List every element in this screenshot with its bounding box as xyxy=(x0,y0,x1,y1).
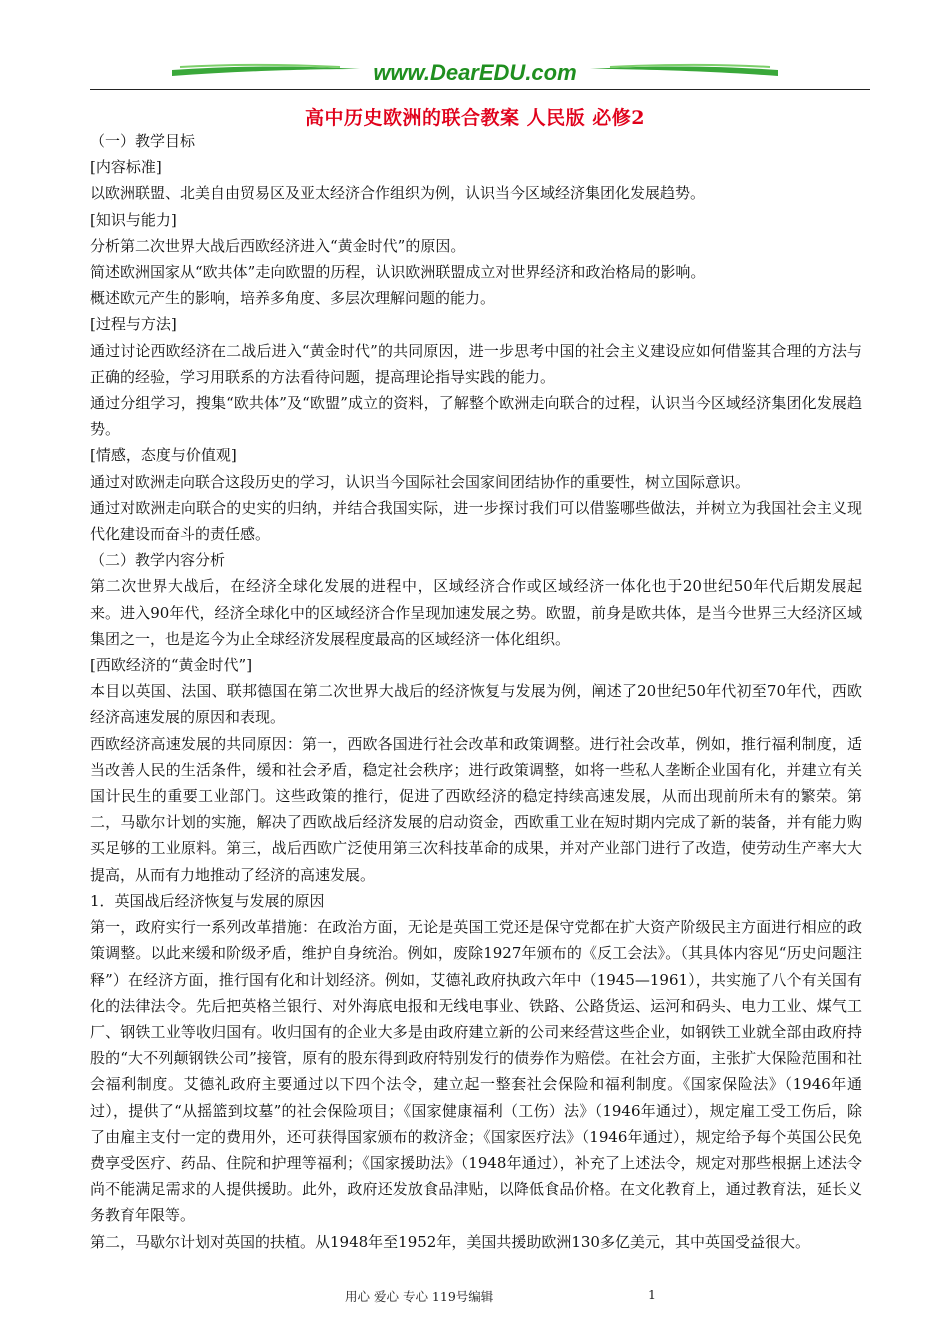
paragraph: 西欧经济高速发展的共同原因：第一，西欧各国进行社会改革和政策调整。进行社会改革，例如，推行福利制度，适当改善人民的生活条件，缓和社会矛盾，稳定社会秩序；进行政策调整，如将一些私人垄断企业国有化，并建立有关国计民生的重要工业部门。这些政策的推行，促进了西欧经济的稳定持续高速发展，从而出现前所未有的繁荣。第二，马歇尔计划的实施，解决了西欧战后经济发展的启动资金，西欧重工业在短时期内完成了新的装备，并有能力购买足够的工业原料。第三，战后西欧广泛使用第三次科技革命的成果，并对产业部门进行了改造，使劳动生产率大大提高，从而有力地推动了经济的高速发展。 xyxy=(90,734,862,884)
paragraph: 通过讨论西欧经济在二战后进入“黄金时代”的共同原因，进一步思考中国的社会主义建设应如何借鉴其合理的方法与正确的经验，学习用联系的方法看待问题，提高理论指导实践的能力。 xyxy=(90,341,862,386)
page-number: 1 xyxy=(648,1287,656,1302)
document-body xyxy=(90,128,862,1255)
site-banner xyxy=(170,58,780,90)
left-swoosh-icon xyxy=(172,66,360,76)
paragraph: 简述欧洲国家从“欧共体”走向欧盟的历程，认识欧洲联盟成立对世界经济和政治格局的影响。 xyxy=(90,263,706,282)
paragraph: 通过对欧洲走向联合的史实的归纳，并结合我国实际，进一步探讨我们可以借鉴哪些做法，并树立为我国社会主义现代化建设而奋斗的责任感。 xyxy=(90,498,862,544)
site-logo-text: www.DearEDU.com xyxy=(373,60,577,85)
subheading-emotion-attitude-values: [情感，态度与价值观] xyxy=(90,446,237,465)
subheading-knowledge-ability: [知识与能力] xyxy=(90,210,177,229)
paragraph: 第二次世界大战后，在经济全球化发展的进程中，区域经济合作或区域经济一体化也于20世纪50年代后期发展起来。进入90年代，经济全球化中的区域经济合作呈现加速发展之势。欧盟，前身是欧共体，是当今世界三大经济区域集团之一，也是迄今为止全球经济发展程度最高的区域经济一体化组织。 xyxy=(90,577,862,648)
section-heading-objectives: （一）教学目标 xyxy=(90,132,196,150)
document-title: 高中历史欧洲的联合教案 人民版 必修2 xyxy=(305,107,645,129)
paragraph: 第二，马歇尔计划对英国的扶植。从1948年至1952年，美国共援助欧洲130多亿美元，其中英国受益很大。 xyxy=(90,1232,810,1251)
paragraph: 第一，政府实行一系列改革措施：在政治方面，无论是英国工党还是保守党都在扩大资产阶级民主方面进行相应的政策调整。以此来缓和阶级矛盾，维护自身统治。例如，废除1927年颁布的《反工会法》。（其具体内容见“历史问题注释”）在经济方面，推行国有化和计划经济。例如，艾德礼政府执政六年中（1945—1961），共实施了八个有关国有化的法律法令。先后把英格兰银行、对外海底电报和无线电事业、铁路、公路货运、运河和码头、电力工业、煤气工厂、钢铁工业等收归国有。收归国有的企业大多是由政府建立新的公司来经营这些企业，如钢铁工业就全部由政府持股的“大不列颠钢铁公司”接管，原有的股东得到政府特别发行的债券作为赔偿。在社会方面，主张扩大保险范围和社会福利制度。艾德礼政府主要通过以下四个法令，建立起一整套社会保险和福利制度。《国家保险法》（1946年通过），提供了“从摇篮到坟墓”的社会保险项目；《国家健康福利（工伤）法》（1946年通过），规定雇工受工伤后，除了由雇主支付一定的费用外，还可获得国家颁布的救济金；《国家医疗法》（1946年通过），规定给予每个英国公民免费享受医疗、药品、住院和护理等福利；《国家援助法》（1948年通过），补充了上述法令，规定对那些根据上述法令尚不能满足需求的人提供援助。此外，政府还发放食品津贴，以降低食品价格。在文化教育上，通过教育法，延长义务教育年限等。 xyxy=(90,918,862,1225)
paragraph: 以欧洲联盟、北美自由贸易区及亚太经济合作组织为例，认识当今区域经济集团化发展趋势。 xyxy=(90,184,706,203)
numbered-heading-britain: 1．英国战后经济恢复与发展的原因 xyxy=(90,891,325,910)
footer-text: 用心 爱心 专心 119号编辑 xyxy=(345,1289,494,1304)
right-swoosh-icon xyxy=(590,66,778,76)
subheading-process-method: [过程与方法] xyxy=(90,315,177,334)
subheading-content-standard: [内容标准] xyxy=(90,158,162,177)
paragraph: 通过对欧洲走向联合这段历史的学习，认识当今国际社会国家间团结协作的重要性，树立国际意识。 xyxy=(90,472,751,491)
section-heading-content-analysis: （二）教学内容分析 xyxy=(90,551,226,570)
paragraph: 概述欧元产生的影响，培养多角度、多层次理解问题的能力。 xyxy=(90,289,496,308)
paragraph: 本目以英国、法国、联邦德国在第二次世界大战后的经济恢复与发展为例，阐述了20世纪50年代初至70年代，西欧经济高速发展的原因和表现。 xyxy=(90,682,862,727)
subheading-golden-age: [西欧经济的“黄金时代”] xyxy=(90,656,253,675)
header-rule xyxy=(90,89,870,90)
paragraph: 通过分组学习，搜集“欧共体”及“欧盟”成立的资料，了解整个欧洲走向联合的过程，认识当今区域经济集团化发展趋势。 xyxy=(90,394,862,439)
paragraph: 分析第二次世界大战后西欧经济进入“黄金时代”的原因。 xyxy=(90,236,466,255)
